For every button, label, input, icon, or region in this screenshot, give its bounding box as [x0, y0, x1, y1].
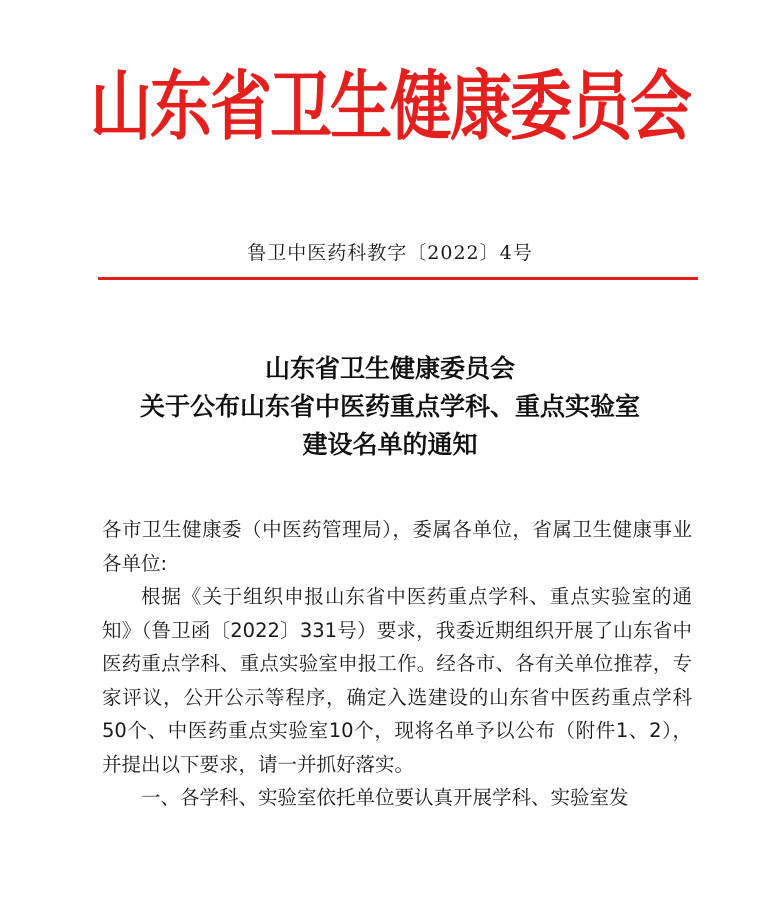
- salutation: 各市卫生健康委（中医药管理局），委属各单位，省属卫生健康事业各单位:: [102, 518, 692, 575]
- document-body: [102, 513, 692, 815]
- document-number: 鲁卫中医药科教字〔2022〕4号: [247, 242, 533, 264]
- title-line-2: 关于公布山东省中医药重点学科、重点实验室: [139, 392, 640, 421]
- title-line-3: 建设名单的通知: [302, 430, 478, 459]
- red-divider-line: [98, 277, 698, 280]
- issuer-masthead: 山东省卫生健康委员会: [89, 61, 690, 151]
- document-title: [0, 350, 780, 464]
- body-paragraph-2: 一、各学科、实验室依托单位要认真开展学科、实验室发: [141, 786, 629, 809]
- body-paragraph-1: 根据《关于组织申报山东省中医药重点学科、重点实验室的通知》（鲁卫函〔2022〕331号）要求，我委近期组织开展了山东省中医药重点学科、重点实验室申报工作。经各市、各有关单位推荐，专家评议，公开公示等程序，确定入选建设的山东省中医药重点学科50个、中医药重点实验室10个，现将名单予以公布（附件1、2），并提出以下要求，请一并抓好落实。: [102, 585, 692, 776]
- title-line-1: 山东省卫生健康委员会: [264, 354, 515, 383]
